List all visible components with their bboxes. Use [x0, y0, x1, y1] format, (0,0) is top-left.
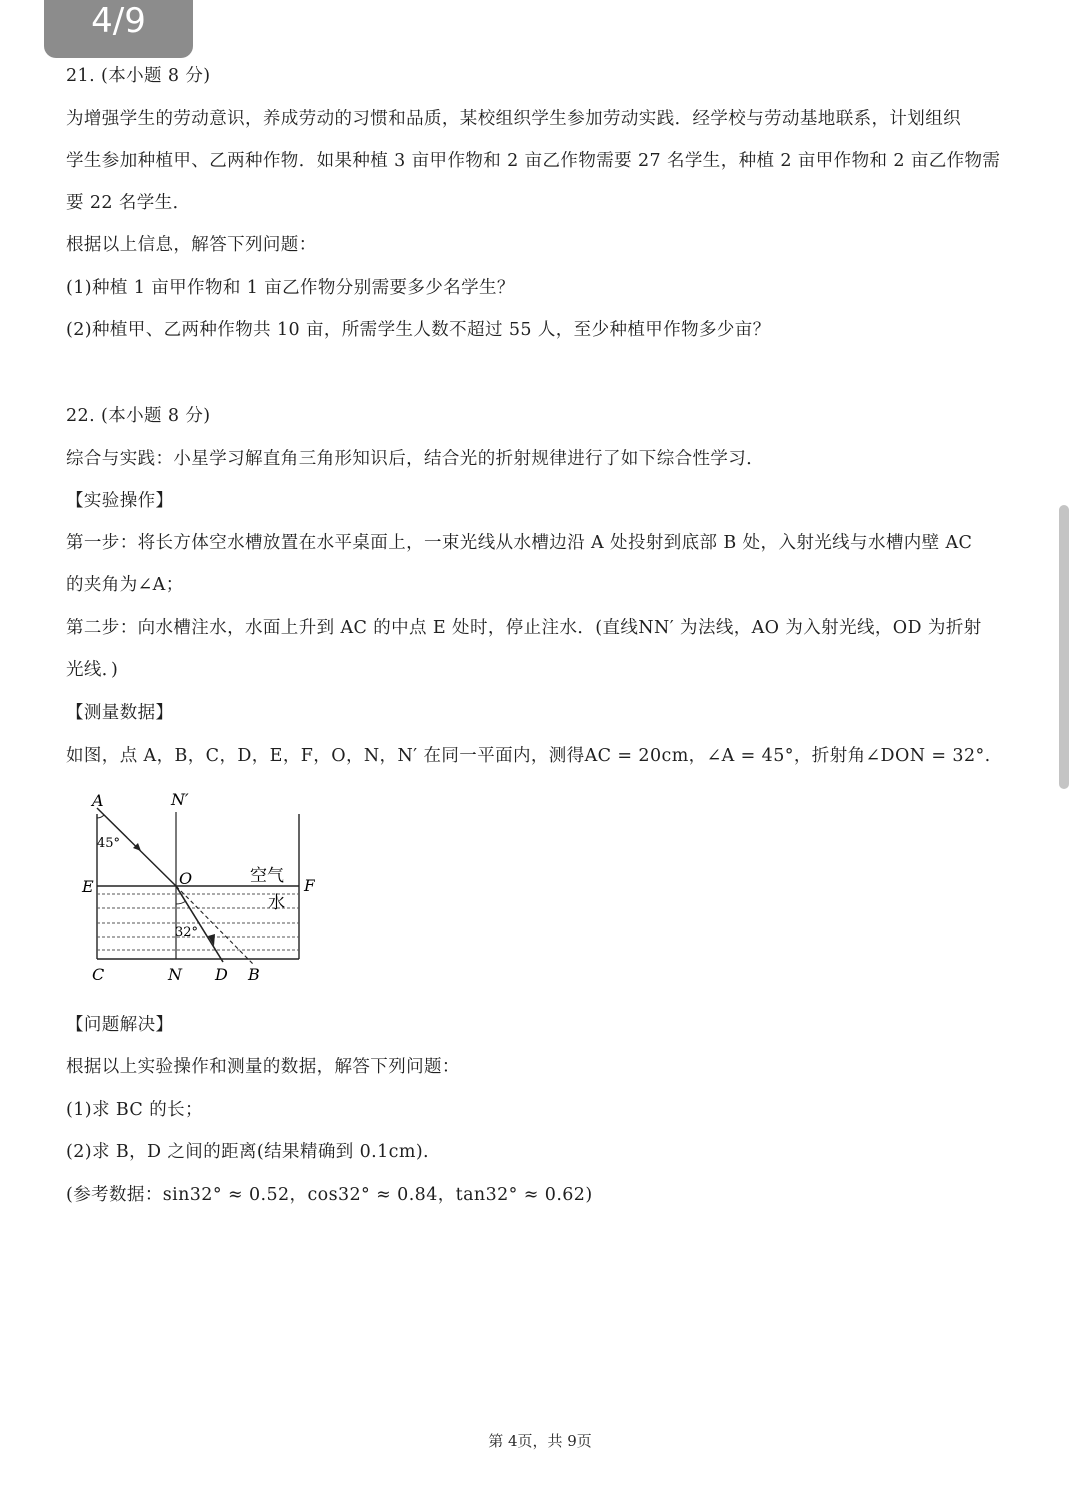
q21-part-2: (2)种植甲、乙两种作物共 10 亩，所需学生人数不超过 55 人，至少种植甲作物多少亩？ [66, 320, 771, 340]
q22-measure-text: 如图，点 A，B，C，D，E，F，O，N，N′ 在同一平面内，测得AC = 20cm，∠A = 45°，折射角∠DON = 32°. [66, 746, 991, 766]
angle-a-arc [97, 815, 104, 818]
label-e: E [82, 877, 94, 896]
scrollbar-thumb[interactable] [1059, 505, 1069, 789]
label-air: 空气 [250, 866, 284, 886]
q22-step1-line-1: 第一步：将长方体空水槽放置在水平桌面上，一束光线从水槽边沿 A 处投射到底部 B 处，入射光线与水槽内壁 AC [66, 533, 973, 553]
q21-paragraph-line-2: 学生参加种植甲、乙两种作物．如果种植 3 亩甲作物和 2 亩乙作物需要 27 名学生，种植 2 亩甲作物和 2 亩乙作物需 [66, 151, 1001, 171]
q22-intro: 综合与实践：小星学习解直角三角形知识后，结合光的折射规律进行了如下综合性学习． [66, 449, 765, 469]
q22-section-measure: 【测量数据】 [66, 703, 174, 723]
q22-part-2: (2)求 B，D 之间的距离(结果精确到 0.1cm). [66, 1142, 430, 1162]
q22-step1-line-2: 的夹角为∠A； [66, 575, 184, 595]
q22-step2-line-2: 光线．) [66, 660, 119, 680]
q22-instruction: 根据以上实验操作和测量的数据，解答下列问题： [66, 1057, 460, 1077]
refraction-diagram [75, 784, 315, 989]
angle-refract-arc [176, 901, 186, 904]
q22-section-solve: 【问题解决】 [66, 1015, 174, 1035]
label-n-prime: N′ [171, 790, 189, 809]
label-d: D [215, 965, 228, 984]
label-a: A [92, 791, 104, 810]
q22-reference-data: (参考数据：sin32° ≈ 0.52，cos32° ≈ 0.84，tan32° ≈ 0.62) [66, 1185, 593, 1205]
label-water: 水 [268, 893, 285, 913]
refracted-ray [176, 886, 223, 962]
label-n: N [168, 965, 182, 984]
label-b: B [248, 965, 260, 984]
q22-section-experiment: 【实验操作】 [66, 491, 174, 511]
label-f: F [304, 876, 315, 895]
q21-part-1: (1)种植 1 亩甲作物和 1 亩乙作物分别需要多少名学生？ [66, 278, 515, 298]
page-indicator-badge: 4/9 [44, 0, 193, 58]
q21-paragraph-line-3: 要 22 名学生． [66, 193, 191, 213]
q22-step2-line-1: 第二步：向水槽注水，水面上升到 AC 的中点 E 处时，停止注水．(直线NN′ 为法线，AO 为入射光线，OD 为折射 [66, 618, 982, 638]
label-angle-a: 45° [97, 836, 121, 851]
label-o: O [179, 869, 193, 888]
label-angle-refract: 32° [175, 925, 199, 940]
q21-paragraph-line-1: 为增强学生的劳动意识，养成劳动的习惯和品质，某校组织学生参加劳动实践．经学校与劳动基地联系，计划组织 [66, 109, 961, 129]
q21-heading: 21. (本小题 8 分) [66, 66, 211, 86]
label-c: C [92, 965, 105, 984]
page-footer: 第 4页，共 9页 [488, 1432, 592, 1450]
q21-instruction: 根据以上信息，解答下列问题： [66, 235, 317, 255]
q22-heading: 22. (本小题 8 分) [66, 406, 211, 426]
q22-part-1: (1)求 BC 的长； [66, 1100, 203, 1120]
